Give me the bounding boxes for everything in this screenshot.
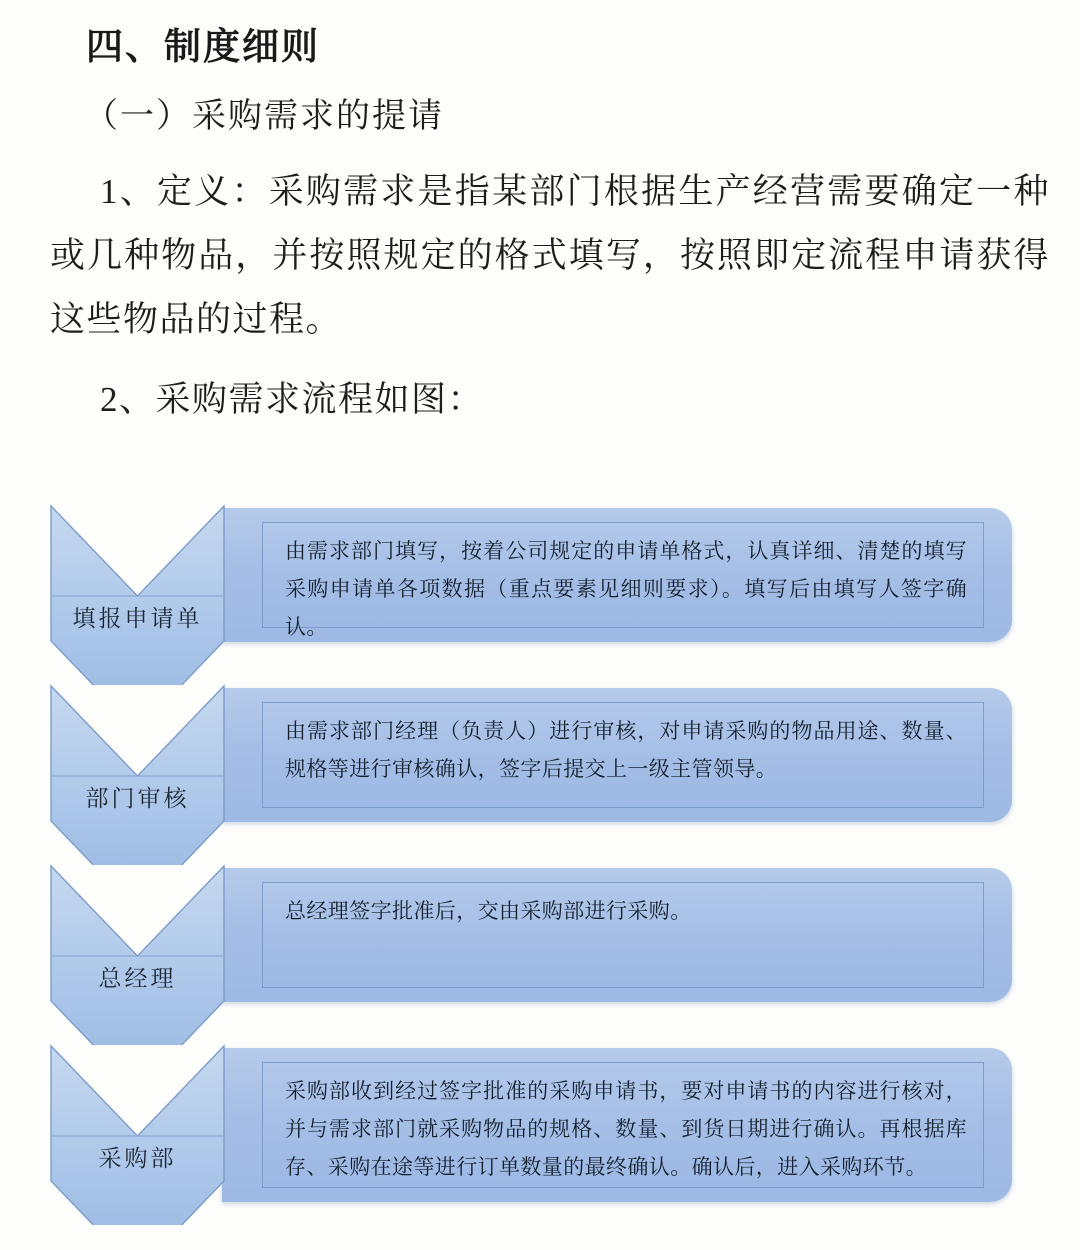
chevron-label: 总经理: [98, 965, 177, 991]
description-panel-inner: [262, 1062, 984, 1188]
section-subtitle: （一）采购需求的提请: [84, 98, 444, 135]
description-text: 由需求部门经理（负责人）进行审核，对申请采购的物品用途、数量、规格等进行审核确认，签字后提交上一级主管领导。: [285, 720, 967, 781]
paragraph-definition: 1、定义：采购需求是指某部门根据生产经营需要确定一种或几种物品，并按照规定的格式填写，按照即定流程申请获得这些物品的过程。: [50, 172, 1050, 339]
chevron-down-icon: [50, 500, 225, 685]
page-title: 四、制度细则: [86, 26, 320, 67]
chevron-label: 部门审核: [85, 785, 190, 811]
description-panel-inner: [262, 522, 984, 639]
description-panel-1: [222, 508, 1012, 642]
description-panel-3: [222, 868, 1012, 1002]
paragraph-flow-intro: 2、采购需求流程如图：: [100, 380, 485, 419]
description-text: 由需求部门填写，按着公司规定的申请单格式，认真详细、清楚的填写采购申请单各项数据（重点要素见细则要求）。填写后由填写人签字确认。: [285, 540, 967, 639]
chevron-step-4[interactable]: [50, 1040, 225, 1225]
chevron-step-1[interactable]: [50, 500, 225, 685]
description-panel-4: [222, 1048, 1012, 1202]
chevron-down-icon: [50, 1040, 225, 1225]
chevron-down-icon: [50, 680, 225, 865]
description-text: 总经理签字批准后，交由采购部进行采购。: [285, 900, 692, 923]
chevron-label: 填报申请单: [72, 605, 203, 631]
description-text: 采购部收到经过签字批准的采购申请书，要对申请书的内容进行核对，并与需求部门就采购物品的规格、数量、到货日期进行确认。再根据库存、采购在途等进行订单数量的最终确认。确认后，进入采购环节。: [285, 1080, 967, 1179]
purchase-request-flowchart: [0, 470, 1080, 1250]
description-panel-2: [222, 688, 1012, 822]
chevron-step-3[interactable]: [50, 860, 225, 1045]
chevron-down-icon: [50, 860, 225, 1045]
chevron-step-2[interactable]: [50, 680, 225, 865]
description-panel-inner: [262, 882, 984, 988]
description-panel-inner: [262, 702, 984, 808]
chevron-label: 采购部: [98, 1145, 177, 1171]
